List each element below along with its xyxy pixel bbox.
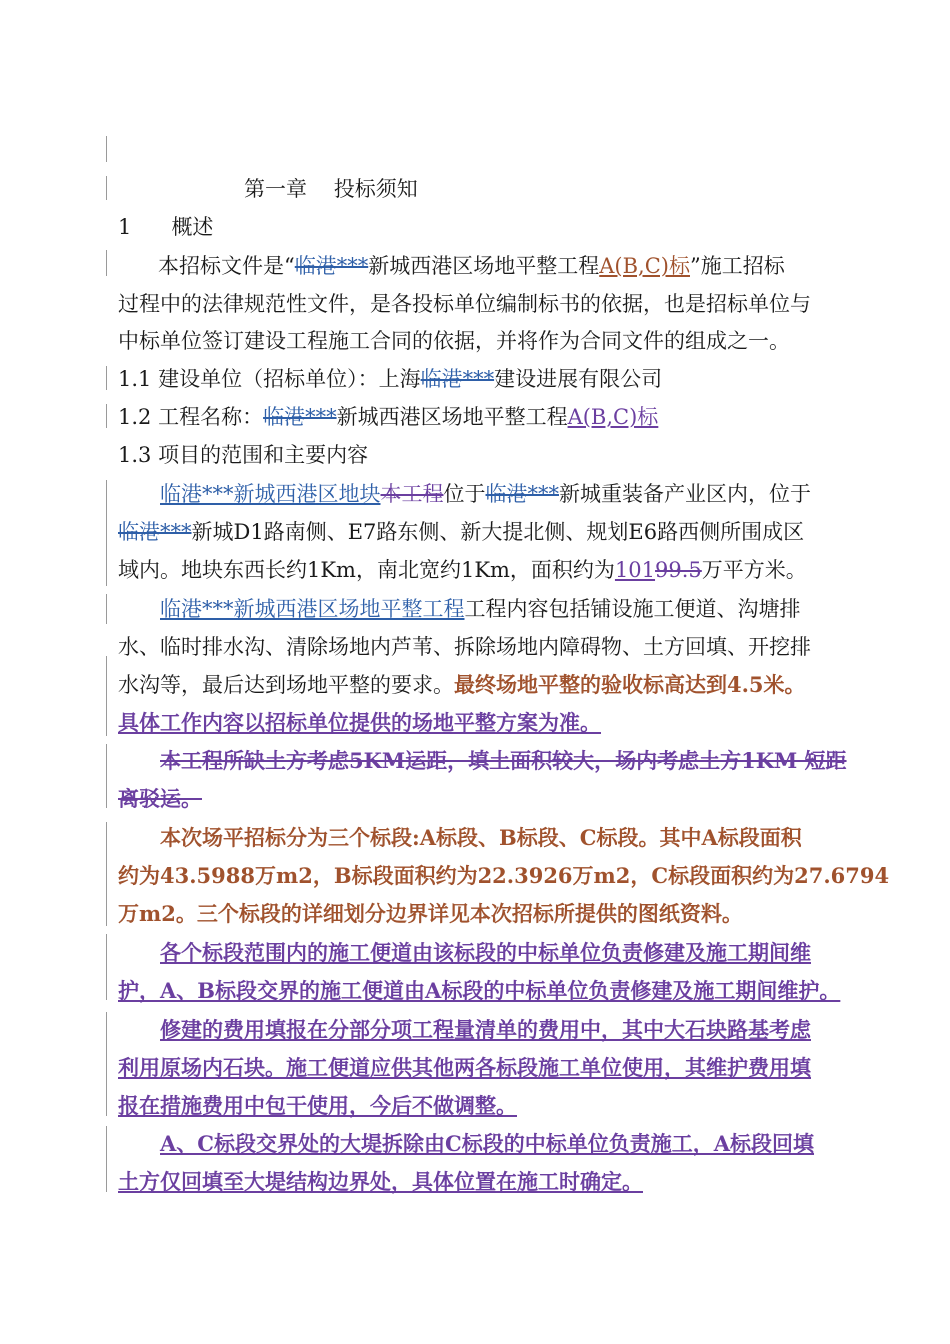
inserted-text: 临港***新城西港区地块 <box>160 482 381 506</box>
text-run: 1.1 建设单位（招标单位）：上海 <box>118 367 421 391</box>
change-bar <box>106 1012 107 1116</box>
text-run: 万平方米。 <box>701 558 807 582</box>
inserted-text: 土方仅回填至大堤结构边界处，具体位置在施工时确定。 <box>118 1169 643 1194</box>
text-run: 过程中的法律规范性文件，是各投标单位编制标书的依据，也是招标单位与 <box>118 292 811 316</box>
deleted-text: 临港*** <box>263 405 337 429</box>
text-run: ”施工招标 <box>689 254 785 278</box>
paragraph-line <box>160 479 811 509</box>
inserted-text: 各个标段范围内的施工便道由该标段的中标单位负责修建及施工期间维 <box>160 940 811 965</box>
paragraph-line <box>160 594 801 624</box>
change-bar <box>106 656 107 736</box>
inserted-text: 本次场平招标分为三个标段:A标段、B标段、C标段。其中A标段面积 <box>160 825 802 850</box>
paragraph-line <box>118 1091 517 1121</box>
inserted-text: 临港***新城西港区场地平整工程 <box>160 597 465 621</box>
paragraph-line <box>118 1167 643 1197</box>
text-run: 1.2 工程名称： <box>118 405 264 429</box>
text-run: 本招标文件是“ <box>158 254 295 278</box>
change-bar <box>106 176 107 200</box>
paragraph-line <box>118 899 743 929</box>
inserted-text: 修建的费用填报在分部分项工程量清单的费用中，其中大石块路基考虑 <box>160 1017 811 1042</box>
paragraph-line <box>118 784 202 814</box>
paragraph-line <box>160 746 847 776</box>
paragraph-line <box>118 1053 811 1083</box>
deleted-text: 临港*** <box>485 482 559 506</box>
paragraph-line <box>118 708 601 738</box>
change-bar <box>106 1126 107 1192</box>
text-run: 新城重装备产业区内，位于 <box>559 482 811 506</box>
paragraph-line <box>118 632 811 662</box>
paragraph-line <box>118 976 840 1006</box>
inserted-text: 报在措施费用中包干使用，今后不做调整。 <box>118 1093 517 1118</box>
deleted-text: 本工程 <box>380 482 444 506</box>
text-run: 水沟等，最后达到场地平整的要求。 <box>118 673 454 697</box>
paragraph-line <box>160 823 802 853</box>
subsection-1-3 <box>118 440 368 470</box>
text-run: 中标单位签订建设工程施工合同的依据，并将作为合同文件的组成之一。 <box>118 329 790 353</box>
paragraph-line <box>118 555 807 585</box>
deleted-text: 临港*** <box>118 520 192 544</box>
inserted-text: A、C标段交界处的大堤拆除由C标段的中标单位负责施工，A标段回填 <box>160 1131 815 1156</box>
section-heading <box>118 212 213 242</box>
text-run: 域内。地块东西长约1Km，南北宽约1Km，面积约为 <box>118 558 615 582</box>
chapter-number: 第一章 <box>244 177 307 201</box>
chapter-heading <box>244 174 418 204</box>
change-bar <box>106 136 107 162</box>
inserted-text: 利用原场内石块。施工便道应供其他两各标段施工单位使用，其维护费用填 <box>118 1055 811 1080</box>
paragraph-line <box>118 289 811 319</box>
paragraph-line <box>118 861 889 891</box>
inserted-text: 101 <box>614 558 656 582</box>
inserted-text: 约为43.5988万m2，B标段面积约为22.3926万m2，C标段面积约为27.6794 <box>118 863 890 888</box>
text-run: 新城D1路南侧、E7路东侧、新大提北侧、规划E6路西侧所围成区 <box>191 520 805 544</box>
text-run: 新城西港区场地平整工程 <box>336 405 568 429</box>
deleted-text: 临港*** <box>420 367 495 391</box>
subsection-1-1 <box>118 364 662 394</box>
text-run: 工程内容包括铺设施工便道、沟塘排 <box>464 597 801 621</box>
subsection-1-2 <box>118 402 658 432</box>
text-run: 位于 <box>443 482 486 506</box>
change-bar <box>106 744 107 808</box>
inserted-text: A(B,C)标 <box>567 405 659 429</box>
paragraph-line <box>158 251 785 281</box>
section-number: 1 <box>118 215 132 239</box>
paragraph-line <box>160 1015 811 1045</box>
paragraph-line <box>118 670 806 700</box>
change-bar <box>106 822 107 926</box>
inserted-text: 最终场地平整的验收标高达到4.5米。 <box>454 672 806 697</box>
change-bar <box>106 934 107 1000</box>
deleted-text: 本工程所缺土方考虑5KM运距，填土面积较大，场内考虑土方1KM 短距 <box>160 748 847 773</box>
paragraph-line <box>118 326 790 356</box>
deleted-text: 离驳运。 <box>118 786 202 811</box>
text-run: 新城西港区场地平整工程 <box>368 254 600 278</box>
change-bar <box>106 594 107 624</box>
paragraph-line <box>118 517 804 547</box>
inserted-text: 万m2。三个标段的详细划分边界详见本次招标所提供的图纸资料。 <box>118 901 743 926</box>
inserted-text: 具体工作内容以招标单位提供的场地平整方案为准。 <box>118 710 601 735</box>
inserted-text: 护，A、B标段交界的施工便道由A标段的中标单位负责修建及施工期间维护。 <box>118 978 841 1003</box>
text-run: 建设进展有限公司 <box>494 367 663 391</box>
change-bar <box>106 404 107 428</box>
text-run: 水、临时排水沟、清除场地内芦苇、拆除场地内障碍物、土方回填、开挖排 <box>118 635 811 659</box>
deleted-text: 99.5 <box>655 558 702 582</box>
change-bar <box>106 480 107 586</box>
section-title: 概述 <box>171 215 214 239</box>
chapter-title: 投标须知 <box>333 177 418 201</box>
paragraph-line <box>160 1129 814 1159</box>
text-run: 1.3 项目的范围和主要内容 <box>118 443 369 467</box>
deleted-text: 临港*** <box>294 254 369 278</box>
paragraph-line <box>160 938 811 968</box>
inserted-text: A(B,C)标 <box>599 254 690 278</box>
change-bar <box>106 366 107 390</box>
change-bar <box>106 250 107 276</box>
